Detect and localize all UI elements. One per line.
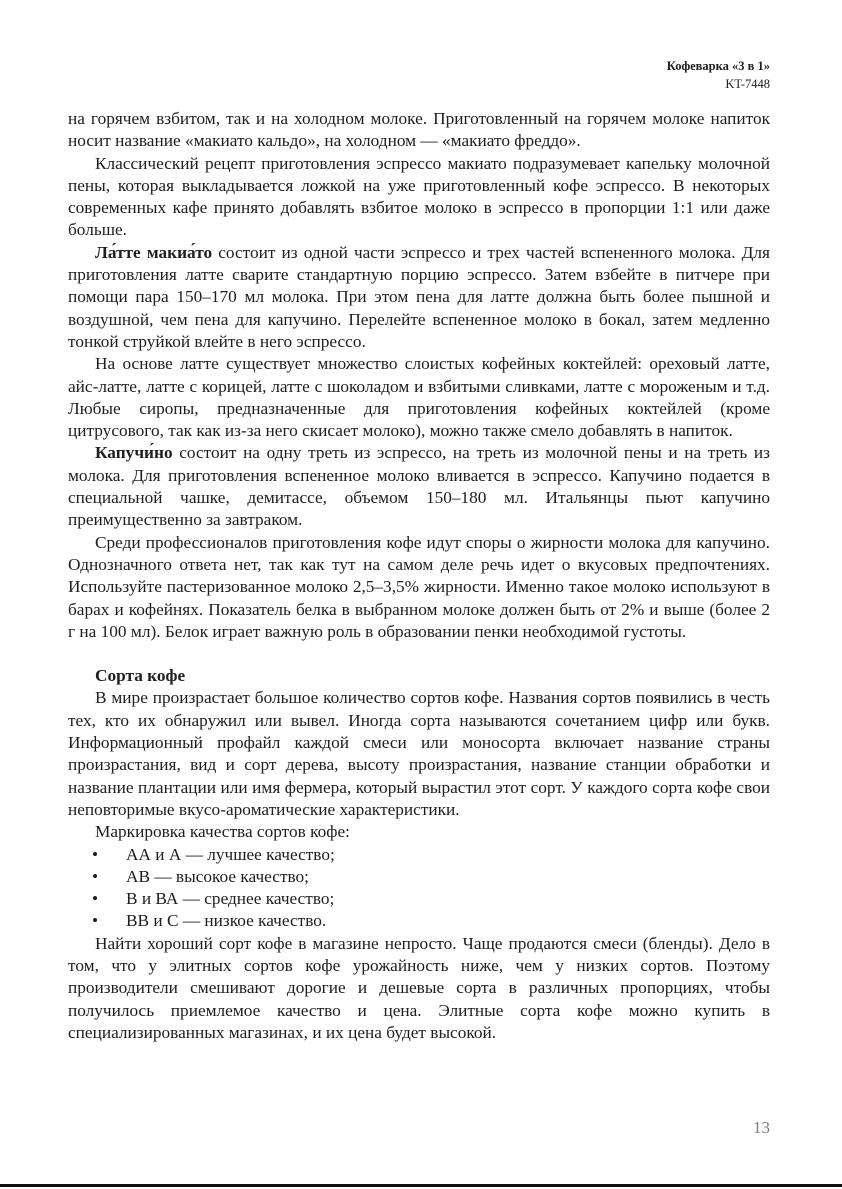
model-code: KT-7448 — [725, 77, 770, 91]
list-item — [68, 866, 770, 888]
bullet-icon: • — [92, 911, 99, 931]
bullet-icon: • — [92, 866, 99, 886]
list-item-text: ВВ и С — низкое качество. — [126, 911, 327, 931]
latte-macchiato-description: состоит из одной части эспрессо и трех частей вспененного молока. Для приготовления латте сварите стандартную порцию эспрессо. Затем взбейте в питчере при помощи пара 150–170 мл молока. При этом пена для латте должна быть более пышной и воздушной, чем пена для капучино. Перелейте вспененное молоко в бокал, затем медленно тонкой струйкой влейте в него эспрессо. — [68, 242, 770, 351]
paragraph-coffee-varieties: В мире произрастает большое количество сортов кофе. Названия сортов появились в честь тех, кто их обнаружил или вывел. Иногда сорта называются сочетанием цифр или букв. Информационный профайл каждой смеси или моносорта включает название страны произрастания, вид и сорт дерева, высоту произрастания, название станции обработки и название плантации или имя фермера, который вырастил этот сорт. У каждого сорта кофе свои неповторимые вкусо-ароматические характеристики. — [68, 688, 770, 819]
list-item-text: АВ — высокое качество; — [126, 866, 309, 886]
page-header — [667, 57, 770, 93]
list-item — [68, 888, 770, 910]
list-intro: Маркировка качества сортов кофе: — [95, 822, 350, 842]
section-heading-coffee-varieties: Сорта кофе — [95, 666, 186, 686]
list-item-text: В и ВА — среднее качество; — [126, 889, 335, 909]
paragraph-blends: Найти хороший сорт кофе в магазине непросто. Чаще продаются смеси (бленды). Дело в том, что у элитных сортов кофе урожайность ниже, чем у низких сортов. Поэтому производители смешивают дорогие и дешевые сорта в различных пропорциях, чтобы получилось приемлемое качество и цена. Элитные сорта кофе можно купить в специализированных магазинах, и их цена будет высокой. — [68, 933, 770, 1042]
page-number: 13 — [753, 1118, 770, 1137]
quality-grades-list — [68, 844, 770, 933]
paragraph-latte-macchiato — [68, 242, 770, 353]
cappuccino-description: состоит на одну треть из эспрессо, на треть из молочной пены и на треть из молока. Для приготовления вспененное молоко вливается в эспрессо. Капучино подается в специальной чашке, демитассе, объемом 150–180 мл. Итальянцы пьют капучино преимущественно за завтраком. — [68, 443, 770, 530]
bullet-icon: • — [92, 889, 99, 909]
paragraph-macchiato-continued: на горячем взбитом, так и на холодном молоке. Приготовленный на горячем молоке напиток носит название «макиато кальдо», на холодном — «макиато фреддо». — [68, 109, 770, 151]
bottom-divider — [0, 1184, 842, 1187]
term-cappuccino: Капучи́но — [95, 443, 173, 463]
page-content — [68, 108, 770, 1044]
model-title: Кофеварка «3 в 1» — [666, 59, 770, 73]
list-item — [68, 844, 770, 866]
list-item-text: АА и А — лучшее качество; — [126, 844, 335, 864]
term-latte-macchiato: Ла́тте макиа́то — [95, 242, 213, 262]
paragraph-latte-cocktails: На основе латте существует множество слоистых кофейных коктейлей: ореховый латте, айс-латте, латте с корицей, латте с шоколадом и взбитыми сливками, латте с мороженым и т.д. Любые сиропы, предназначенные для приготовления кофейных коктейлей (кроме цитрусового, так как из-за него скисает молоко), можно также смело добавлять в напиток. — [68, 354, 770, 441]
paragraph-classic-macchiato: Классический рецепт приготовления эспрессо макиато подразумевает капельку молочной пены, которая выкладывается ложкой на уже приготовленный кофе эспрессо. В некоторых современных кафе принято добавлять взбитое молоко в эспрессо в пропорции 1:1 или даже больше. — [68, 153, 770, 240]
list-item — [68, 910, 770, 932]
paragraph-milk-fat: Среди профессионалов приготовления кофе идут споры о жирности молока для капучино. Однозначного ответа нет, так как тут на самом деле речь идет о вкусовых предпочтениях. Используйте пастеризованное молоко 2,5–3,5% жирности. Именно такое молоко используют в барах и кофейнях. Показатель белка в выбранном молоке должен быть от 2% и выше (более 2 г на 100 мл). Белок играет важную роль в образовании пенки необходимой густоты. — [68, 532, 770, 641]
paragraph-cappuccino — [68, 442, 770, 531]
bullet-icon: • — [92, 844, 99, 864]
